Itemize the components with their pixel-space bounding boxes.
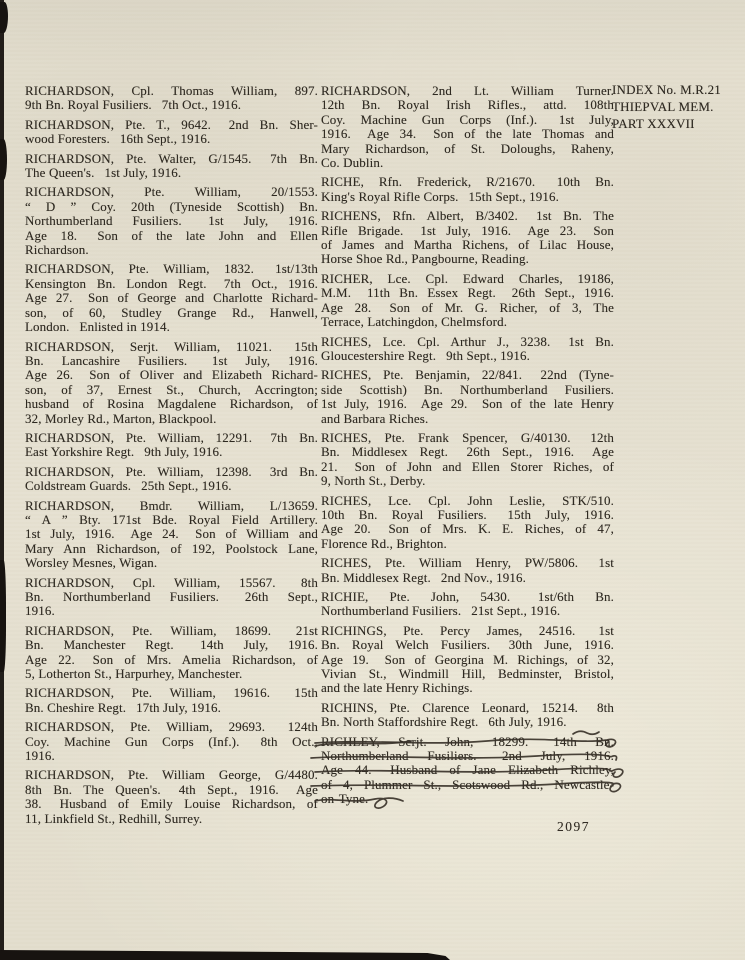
entry-line: Age 22. Son of Mrs. Amelia Richardson, of bbox=[25, 651, 318, 667]
entry-line: on-Tyne. bbox=[321, 791, 369, 807]
memorial-entry bbox=[25, 768, 318, 826]
memorial-entry bbox=[321, 494, 614, 552]
entry-line: Age 18. Son of the late John and Ellen bbox=[25, 227, 318, 243]
entry-line: Bn. Middlesex Regt. 26th Sept., 1916. Age bbox=[321, 444, 614, 460]
memorial-entry bbox=[25, 720, 318, 763]
memorial-entry bbox=[25, 340, 318, 426]
entry-line: RICHARDSON, Bmdr. William, L/13659. bbox=[25, 497, 318, 513]
memorial-entry bbox=[321, 335, 614, 364]
memorial-entry bbox=[25, 576, 318, 619]
entry-line: 21. Son of John and Ellen Storer Riches, of bbox=[321, 458, 614, 474]
memorial-entry bbox=[25, 686, 318, 715]
entry-line: 11, Linkfield St., Redhill, Surrey. bbox=[25, 810, 203, 826]
entry-line: Age 20. Son of Mrs. K. E. Riches, of 47, bbox=[321, 521, 614, 537]
memorial-entry bbox=[25, 84, 318, 113]
entry-line: RICHINGS, Pte. Percy James, 24516. 1st bbox=[321, 622, 614, 638]
entry-line: Mary Richardson, of St. Doloughs, Raheny, bbox=[321, 140, 614, 156]
entry-line: of James and Martha Richens, of Lilac House, bbox=[321, 237, 614, 253]
scan-edge-blob bbox=[0, 560, 6, 672]
entry-line: Coy. Machine Gun Corps (Inf.). 8th Oct., bbox=[25, 733, 318, 749]
scan-edge-blob bbox=[0, 2, 8, 33]
entry-line: Richardson. bbox=[25, 242, 89, 258]
entry-line: RICHARDSON, Pte. William, 18699. 21st bbox=[25, 622, 318, 638]
entry-line: RICHARDSON, Cpl. Thomas William, 897. bbox=[25, 83, 318, 98]
memorial-entry bbox=[321, 556, 614, 585]
entry-line: RICHARDSON, Cpl. William, 15567. 8th bbox=[25, 574, 318, 590]
header-part-number: PART XXXVII bbox=[612, 116, 695, 131]
entry-line: 5, Lotherton St., Harpurhey, Manchester. bbox=[25, 666, 243, 682]
entry-line: 1916. bbox=[25, 748, 55, 764]
entry-line: RICHENS, Rfn. Albert, B/3402. 1st Bn. The bbox=[321, 208, 614, 224]
memorial-entry bbox=[321, 209, 614, 267]
entry-line: RICHES, Pte. Frank Spencer, G/40130. 12th bbox=[321, 429, 614, 445]
memorial-entry bbox=[321, 624, 614, 696]
entry-line: RICHER, Lce. Cpl. Edward Charles, 19186, bbox=[321, 270, 614, 286]
entry-line: 10th Bn. Royal Fusiliers. 15th July, 1916. bbox=[321, 506, 614, 522]
entry-line: 8th Bn. The Queen's. 4th Sept., 1916. Age bbox=[25, 781, 318, 797]
entry-line: Worsley Mesnes, Wigan. bbox=[25, 555, 158, 571]
entry-line: wood Foresters. 16th Sept., 1916. bbox=[25, 131, 211, 147]
entry-line: RICHES, Lce. Cpl. Arthur J., 3238. 1st Bn. bbox=[321, 333, 614, 349]
entry-line: 9, North St., Derby. bbox=[321, 473, 426, 489]
memorial-entry bbox=[321, 431, 614, 489]
entry-line: “ A ” Bty. 171st Bde. Royal Field Artillery. bbox=[25, 511, 318, 527]
memorial-entry bbox=[321, 701, 614, 730]
entry-line: son, of 60, Studley Grange Rd., Hanwell, bbox=[25, 304, 318, 320]
memorial-entry bbox=[25, 262, 318, 334]
scan-edge-bottom bbox=[0, 950, 450, 960]
entry-line: Horse Shoe Rd., Pangbourne, Reading. bbox=[321, 251, 529, 267]
entry-line: RICHARDSON, Pte. William, 19616. 15th bbox=[25, 685, 318, 701]
entry-line: Northumberland Fusiliers. 1st July, 1916. bbox=[25, 213, 318, 229]
left-column bbox=[25, 84, 318, 831]
entry-line: Gloucestershire Regt. 9th Sept., 1916. bbox=[321, 347, 531, 363]
entry-line: 38. Husband of Emily Louise Richardson, of bbox=[25, 796, 318, 812]
memorial-entry bbox=[25, 499, 318, 571]
entry-line: M.M. 11th Bn. Essex Regt. 26th Sept., 1916. bbox=[321, 285, 614, 301]
memorial-entry bbox=[25, 185, 318, 257]
memorial-entry bbox=[321, 175, 614, 204]
header-index-no: INDEX No. M.R.21 bbox=[612, 82, 722, 97]
entry-line: “ D ” Coy. 20th (Tyneside Scottish) Bn. bbox=[25, 198, 318, 214]
entry-line: son, of 37, Ernest St., Church, Accrington; bbox=[25, 381, 318, 397]
entry-line: husband of Rosina Magdalene Richardson, of bbox=[25, 396, 318, 412]
entry-line: Bn. Manchester Regt. 14th July, 1916. bbox=[25, 637, 318, 653]
entry-line: London. Enlisted in 1914. bbox=[25, 319, 171, 335]
entry-line: RICHLEY, Serjt. John, 18299. 14th Bn. bbox=[321, 733, 614, 749]
entry-line: 1st July, 1916. Age 29. Son of the late Henry bbox=[321, 396, 614, 412]
page-number: 2097 bbox=[557, 819, 590, 834]
entry-line: RICHIE, Pte. John, 5430. 1st/6th Bn. bbox=[321, 589, 614, 604]
entry-line: 1916. bbox=[25, 603, 55, 619]
memorial-entry bbox=[25, 431, 318, 460]
entry-line: RICHES, Lce. Cpl. John Leslie, STK/510. bbox=[321, 492, 614, 508]
entry-line: Co. Dublin. bbox=[321, 155, 384, 171]
entry-line: Mary Ann Richardson, of 192, Poolstock Lane, bbox=[25, 540, 318, 556]
scan-edge-blob bbox=[0, 139, 7, 180]
memorial-entry bbox=[321, 590, 614, 619]
entry-line: Bn. Royal Welch Fusiliers. 30th June, 1916. bbox=[321, 637, 614, 653]
entry-line: King's Royal Rifle Corps. 15th Sept., 1916. bbox=[321, 188, 560, 204]
entry-line: RICHARDSON, Pte. William, 12291. 7th Bn. bbox=[25, 429, 318, 445]
right-column bbox=[321, 84, 614, 812]
entry-line: RICHE, Rfn. Frederick, R/21670. 10th Bn. bbox=[321, 174, 614, 190]
entry-line: RICHINS, Pte. Clarence Leonard, 15214. 8th bbox=[321, 699, 614, 715]
memorial-entry-struck bbox=[321, 735, 614, 807]
entry-line: RICHES, Pte. William Henry, PW/5806. 1st bbox=[321, 555, 614, 571]
entry-line: 32, Morley Rd., Marton, Blackpool. bbox=[25, 410, 217, 426]
entry-line: RICHARDSON, Pte. William, 1832. 1st/13th bbox=[25, 261, 318, 277]
entry-line: RICHARDSON, Pte. William, 20/1553. bbox=[25, 184, 318, 200]
entry-line: and the late Henry Richings. bbox=[321, 680, 473, 696]
memorial-entry bbox=[321, 368, 614, 426]
memorial-entry bbox=[25, 118, 318, 147]
entry-line: RICHARDSON, Pte. William George, G/4480. bbox=[25, 767, 318, 783]
memorial-entry bbox=[25, 152, 318, 181]
entry-line: and Barbara Riches. bbox=[321, 410, 429, 426]
entry-line: Vivian St., Windmill Hill, Bedminster, Bristol, bbox=[321, 666, 614, 682]
entry-line: Bn. Northumberland Fusiliers. 26th Sept., bbox=[25, 589, 318, 604]
entry-line: Bn. Lancashire Fusiliers. 1st July, 1916. bbox=[25, 352, 318, 368]
entry-line: Northumberland Fusiliers. 21st Sept., 1916. bbox=[321, 603, 561, 619]
memorial-entry bbox=[25, 465, 318, 494]
entry-line: Bn. Middlesex Regt. 2nd Nov., 1916. bbox=[321, 569, 526, 585]
entry-line: The Queen's. 1st July, 1916. bbox=[25, 165, 182, 181]
entry-line: Age 28. Son of Mr. G. Richer, of 3, The bbox=[321, 299, 614, 315]
entry-line: 1916. Age 34. Son of the late Thomas and bbox=[321, 126, 614, 142]
entry-line: Age 19. Son of Georgina M. Richings, of 32, bbox=[321, 651, 614, 667]
entry-line: 9th Bn. Royal Fusiliers. 7th Oct., 1916. bbox=[25, 97, 242, 113]
memorial-entry bbox=[321, 272, 614, 330]
page-header bbox=[612, 81, 742, 132]
header-memorial-name: THIEPVAL MEM. bbox=[612, 99, 714, 114]
entry-line: Age 26. Son of Oliver and Elizabeth Richard- bbox=[25, 367, 318, 383]
entry-line: RICHES, Pte. Benjamin, 22/841. 22nd (Tyne- bbox=[321, 367, 614, 383]
entry-line: Coldstream Guards. 25th Sept., 1916. bbox=[25, 478, 232, 494]
entry-line: 12th Bn. Royal Irish Rifles., attd. 108th bbox=[321, 97, 614, 113]
entry-line: RICHARDSON, 2nd Lt. William Turner. bbox=[321, 83, 614, 98]
memorial-entry bbox=[25, 624, 318, 682]
entry-line: Kensington Bn. London Regt. 7th Oct., 1916. bbox=[25, 275, 318, 291]
entry-line: of 4, Plummer St., Scotswood Rd., Newcastle- bbox=[321, 776, 614, 792]
entry-line: RICHARDSON, Pte. T., 9642. 2nd Bn. Sher- bbox=[25, 116, 318, 132]
entry-line: RICHARDSON, Pte. William, 12398. 3rd Bn. bbox=[25, 463, 318, 479]
entry-line: Bn. Cheshire Regt. 17th July, 1916. bbox=[25, 699, 221, 715]
entry-line: Northumberland Fusiliers. 2nd July, 1916. bbox=[321, 748, 614, 764]
entry-line: Rifle Brigade. 1st July, 1916. Age 23. Son bbox=[321, 222, 614, 238]
entry-line: RICHARDSON, Pte. William, 29693. 124th bbox=[25, 719, 318, 735]
entry-line: Age 44. Husband of Jane Elizabeth Richley, bbox=[321, 762, 614, 778]
memorial-entry bbox=[321, 84, 614, 170]
entry-line: RICHARDSON, Pte. Walter, G/1545. 7th Bn. bbox=[25, 150, 318, 166]
entry-line: Coy. Machine Gun Corps (Inf.). 1st July, bbox=[321, 111, 614, 127]
entry-line: East Yorkshire Regt. 9th July, 1916. bbox=[25, 444, 223, 460]
entry-line: Terrace, Latchingdon, Chelmsford. bbox=[321, 314, 508, 330]
entry-line: 1st July, 1916. Age 24. Son of William and bbox=[25, 526, 318, 542]
entry-line: Age 27. Son of George and Charlotte Richard- bbox=[25, 290, 318, 306]
entry-line: side Scottish) Bn. Northumberland Fusiliers. bbox=[321, 381, 614, 397]
entry-line: RICHARDSON, Serjt. William, 11021. 15th bbox=[25, 338, 318, 354]
entry-line: Bn. North Staffordshire Regt. 6th July, 1916. bbox=[321, 714, 567, 730]
entry-line: Florence Rd., Brighton. bbox=[321, 535, 447, 551]
